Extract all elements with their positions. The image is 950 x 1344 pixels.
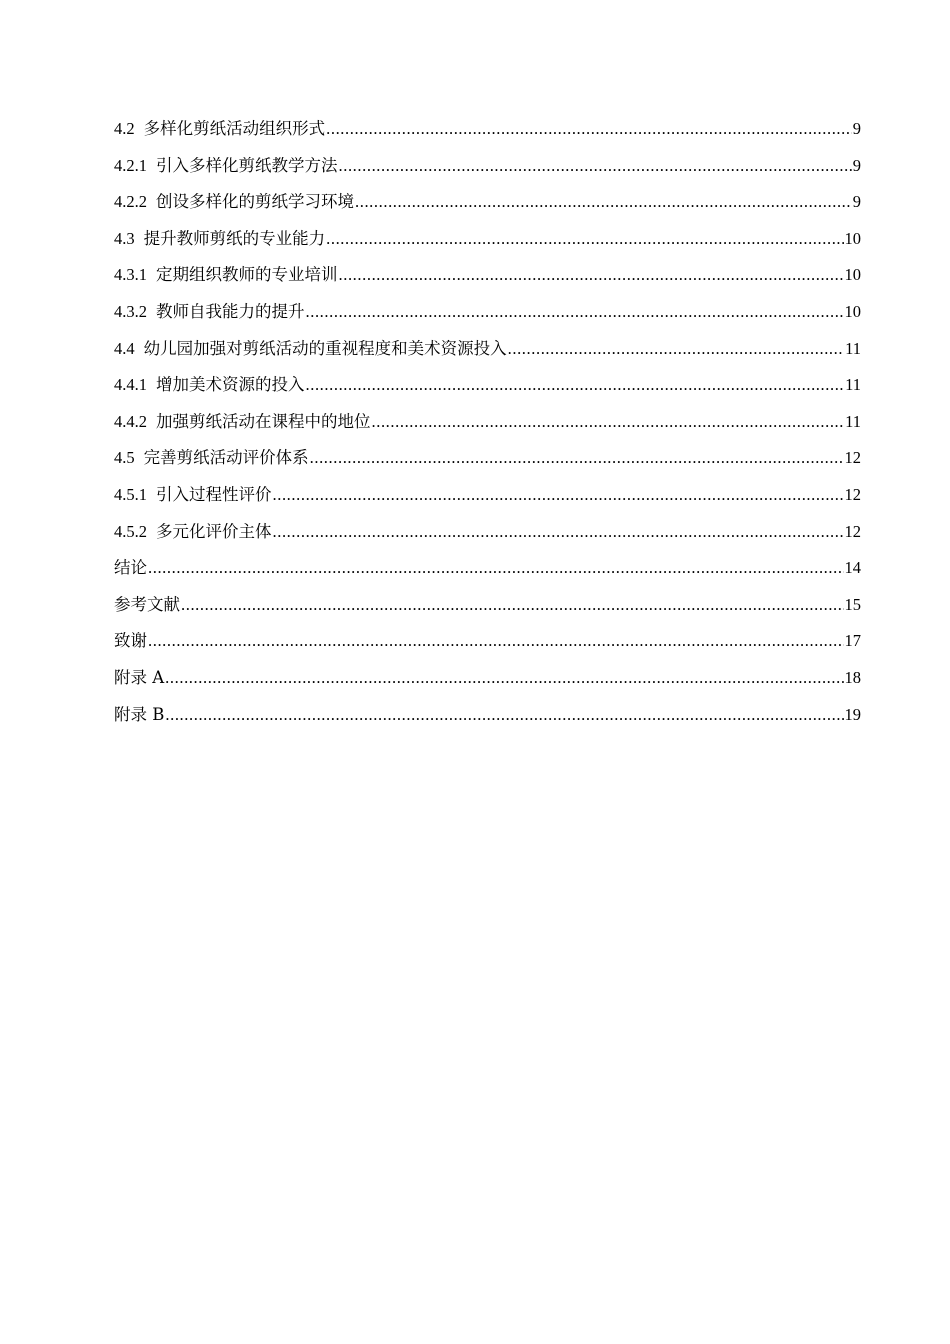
toc-dot-leader [165,660,843,697]
toc-entry-number: 4.2.1 [114,155,147,175]
toc-entry[interactable] [114,440,861,477]
toc-entry-number: 4.5.1 [114,484,147,504]
toc-entry[interactable] [114,514,861,551]
toc-entry-page: 19 [844,704,861,724]
table-of-contents [114,111,861,733]
toc-entry-title: 附录 A [114,667,165,687]
toc-entry-page: 9 [852,119,861,138]
toc-dot-leader [326,111,852,148]
toc-entry-page: 11 [845,375,861,395]
toc-dot-leader [310,440,844,477]
toc-dot-leader [355,184,852,221]
toc-entry[interactable] [114,221,861,258]
toc-entry-title: 定期组织教师的专业培训 [156,265,338,285]
toc-entry[interactable] [114,587,861,624]
toc-entry[interactable] [114,111,861,148]
toc-dot-leader [273,514,844,551]
toc-entry-title: 引入过程性评价 [156,484,272,504]
toc-entry-page: 12 [844,448,861,468]
toc-entry-title: 结论 [114,558,147,578]
toc-entry[interactable] [114,697,861,734]
toc-dot-leader [148,623,844,660]
toc-entry-page: 14 [844,558,861,578]
toc-dot-leader [165,697,843,734]
toc-dot-leader [148,550,844,587]
toc-entry-page: 12 [844,484,861,504]
toc-entry-title: 加强剪纸活动在课程中的地位 [156,411,371,431]
toc-entry-title: 创设多样化的剪纸学习环境 [156,192,354,212]
toc-entry-number: 4.4.2 [114,411,147,431]
toc-entry[interactable] [114,477,861,514]
toc-dot-leader [339,257,844,294]
toc-entry-number: 4.4 [114,338,135,358]
toc-entry-title: 多样化剪纸活动组织形式 [143,119,326,138]
toc-entry-number: 4.3.1 [114,265,147,285]
toc-entry-page: 11 [845,338,861,358]
toc-entry-page: 10 [844,228,861,248]
toc-entry-title: 教师自我能力的提升 [156,301,305,321]
toc-entry-number: 4.5.2 [114,521,147,541]
toc-entry-number: 4.3 [114,228,135,248]
toc-entry-page: 10 [844,265,861,285]
toc-entry-title: 多元化评价主体 [156,521,272,541]
toc-entry[interactable] [114,367,861,404]
toc-entry-page: 15 [844,594,861,614]
toc-dot-leader [508,331,844,368]
toc-entry-number: 4.5 [114,448,135,468]
toc-entry[interactable] [114,331,861,368]
toc-entry[interactable] [114,660,861,697]
toc-entry[interactable] [114,184,861,221]
toc-entry-title: 幼儿园加强对剪纸活动的重视程度和美术资源投入 [143,338,507,358]
toc-entry[interactable] [114,257,861,294]
toc-entry-number: 4.2.2 [114,192,147,212]
toc-dot-leader [326,221,843,258]
toc-entry-page: 17 [844,631,861,651]
toc-entry-title: 增加美术资源的投入 [156,375,305,395]
toc-entry[interactable] [114,148,861,185]
toc-entry-title: 完善剪纸活动评价体系 [143,448,309,468]
toc-entry-title: 致谢 [114,631,147,651]
toc-entry[interactable] [114,623,861,660]
toc-entry-page: 9 [852,155,861,175]
toc-dot-leader [339,148,852,185]
toc-dot-leader [273,477,844,514]
toc-entry-number: 4.4.1 [114,375,147,395]
toc-entry[interactable] [114,404,861,441]
toc-dot-leader [372,404,845,441]
toc-entry-number: 4.3.2 [114,301,147,321]
toc-entry-page: 18 [844,667,861,687]
toc-entry-title: 参考文献 [114,594,180,614]
toc-entry-title: 附录 B [114,704,165,724]
toc-entry[interactable] [114,294,861,331]
toc-entry-page: 9 [852,192,861,212]
toc-entry-page: 11 [845,411,861,431]
toc-dot-leader [181,587,844,624]
toc-entry[interactable] [114,550,861,587]
toc-dot-leader [306,367,845,404]
toc-entry-page: 12 [844,521,861,541]
toc-entry-title: 引入多样化剪纸教学方法 [156,155,338,175]
toc-dot-leader [306,294,844,331]
toc-entry-title: 提升教师剪纸的专业能力 [143,228,326,248]
toc-entry-page: 10 [844,301,861,321]
toc-entry-number: 4.2 [114,119,135,138]
